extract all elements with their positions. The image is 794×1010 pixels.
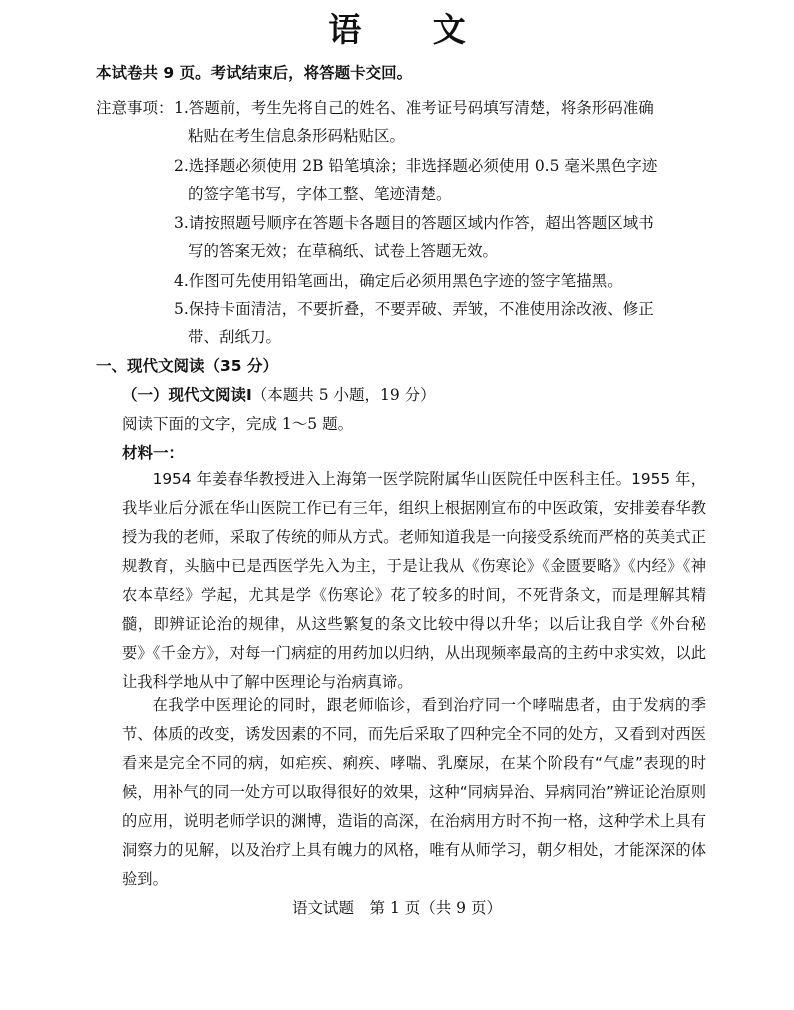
page-footer: 语文试题 第 1 页（共 9 页） (292, 899, 502, 917)
notice-item-3-line1: 3.请按照题号顺序在答题卡各题目的答题区域内作答，超出答题区域书 (174, 214, 654, 232)
reading-instruction: 阅读下面的文字，完成 1～5 题。 (122, 415, 354, 433)
page-title: 语 文 (328, 10, 496, 49)
passage-paragraph-1: 1954 年姜春华教授进入上海第一医学院附属华山医院任中医科主任。1955 年，我毕业后分派在华山医院工作已有三年，组织上根据刚宣布的中医政策，安排姜春华教授为我的老师，采取了传统的师从方式。老师知道我是一向接受系统而严格的英美式正规教育，头脑中已是西医学先入为主，于是让我从《伤寒论》《金匮要略》《内经》《神农本草经》学起，尤其是学《伤寒论》花了较多的时间，不死背条文，而是理解其精髓，即辨证论治的规律，从这些繁复的条文比较中得以升华；以后让我自学《外台秘要》《千金方》，对每一门病症的用药加以归纳，从出现频率最高的主药中求实效，以此让我科学地从中了解中医理论与治病真谛。 (122, 470, 706, 691)
passage-paragraph-2: 在我学中医理论的同时，跟老师临诊，看到治疗同一个哮喘患者，由于发病的季节、体质的改变，诱发因素的不同，而先后采取了四种完全不同的处方，又看到对西医看来是完全不同的病，如疟疾、痢疾、哮喘、乳糜尿，在某个阶段有“气虚”表现的时候，用补气的同一处方可以取得很好的效果，这种“同病异治、异病同治”辨证论治原则的应用，说明老师学识的渊博，造诣的高深，在治病用方时不拘一格，这种学术上具有洞察力的见解，以及治疗上具有魄力的风格，唯有从师学习，朝夕相处，才能深深的体验到。 (122, 696, 706, 888)
material-label: 材料一： (122, 444, 185, 462)
notice-item-1-line1: 1.答题前，考生先将自己的姓名、准考证号码填写清楚，将条形码准确 (174, 99, 654, 117)
notice-item-1-line2: 粘贴在考生信息条形码粘贴区。 (188, 127, 406, 145)
notice-item-2-line1: 2.选择题必须使用 2B 铅笔填涂；非选择题必须使用 0.5 毫米黑色字迹 (174, 157, 658, 175)
notice-item-2-line2: 的签字笔书写，字体工整、笔迹清楚。 (188, 185, 452, 203)
notice-item-3-line2: 写的答案无效；在草稿纸、试卷上答题无效。 (188, 242, 499, 260)
exam-intro: 本试卷共 9 页。考试结束后，将答题卡交回。 (96, 64, 413, 82)
subsection-heading (122, 384, 436, 406)
subsection-note: （本题共 5 小题，19 分） (251, 386, 436, 404)
notice-item-5-line1: 5.保持卡面清洁，不要折叠，不要弄破、弄皱，不准使用涂改液、修正 (174, 300, 654, 318)
subsection-title: （一）现代文阅读Ⅰ (122, 386, 252, 404)
notice-item-5-line2: 带、刮纸刀。 (188, 328, 282, 346)
notice-item-4-line1: 4.作图可先使用铅笔画出，确定后必须用黑色字迹的签字笔描黑。 (174, 272, 623, 290)
section-heading: 一、现代文阅读（35 分） (96, 357, 278, 375)
notice-label: 注意事项： (96, 99, 174, 117)
